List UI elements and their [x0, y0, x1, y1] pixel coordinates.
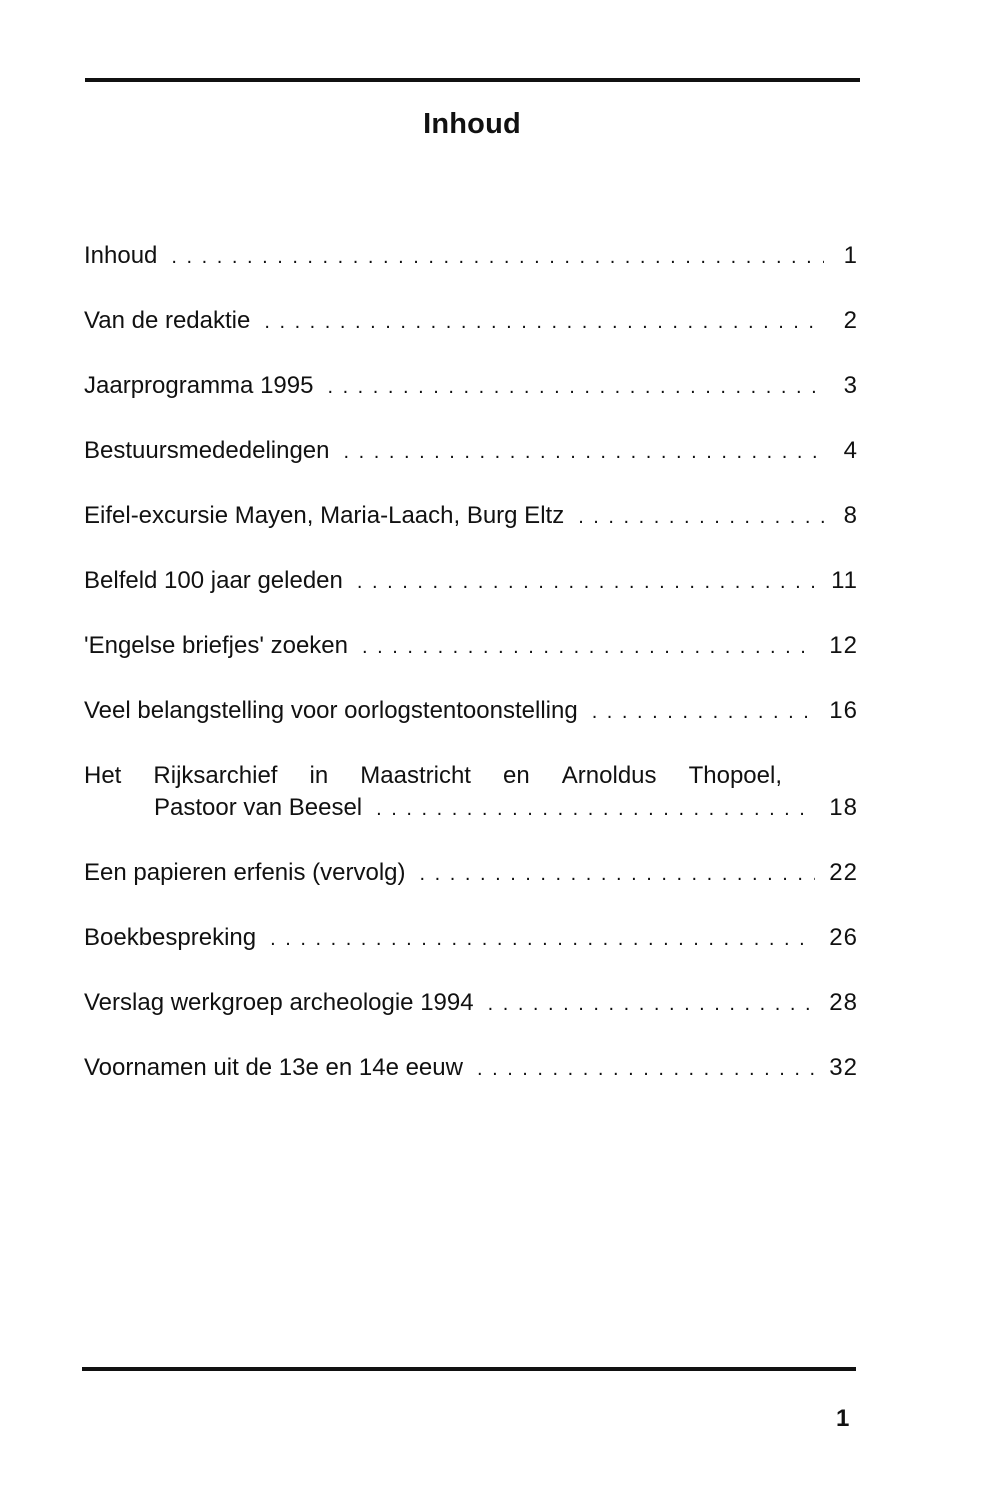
toc-entry-page: 18: [829, 794, 858, 821]
toc-entry-title: Boekbespreking: [84, 924, 257, 951]
dot-leader: [357, 566, 817, 598]
toc-entry[interactable]: [84, 987, 858, 1020]
toc-entry[interactable]: [84, 695, 858, 728]
bottom-rule: [82, 1367, 856, 1371]
toc-entry-title: Belfeld 100 jaar geleden: [84, 567, 343, 594]
toc-entry-page: 11: [831, 567, 858, 594]
toc-entry[interactable]: [84, 370, 858, 403]
top-rule: [85, 78, 860, 82]
title-word: Het: [84, 762, 122, 789]
dot-leader: [270, 923, 815, 955]
dot-leader: [171, 241, 824, 273]
toc-entry-title: Bestuursmededelingen: [84, 437, 330, 464]
dot-leader: [327, 371, 824, 403]
toc-entry-page: 32: [829, 1054, 858, 1081]
toc-entry-title: Inhoud: [84, 242, 158, 269]
toc-entry-page: 28: [829, 989, 858, 1016]
toc-entry-title: Van de redaktie: [84, 307, 251, 334]
toc-entry-page: 1: [843, 242, 858, 269]
dot-leader: [420, 858, 816, 890]
title-word: in: [309, 762, 329, 789]
dot-leader: [376, 793, 815, 825]
toc-entry[interactable]: [84, 630, 858, 663]
toc-entry-title: Eifel-excursie Mayen, Maria-Laach, Burg Eltz: [84, 502, 565, 529]
toc-entry-title: Jaarprogramma 1995: [84, 372, 314, 399]
title-word: en: [503, 762, 530, 789]
toc-entry-title: 'Engelse briefjes' zoeken: [84, 632, 348, 659]
toc-entry[interactable]: [84, 857, 858, 890]
toc-entry[interactable]: [84, 305, 858, 338]
page-number: 1: [836, 1405, 850, 1432]
dot-leader: [592, 696, 816, 728]
toc-entry[interactable]: [84, 1052, 858, 1085]
title-word: Arnoldus: [561, 762, 657, 789]
title-word: Thopoel,: [688, 762, 782, 789]
dot-leader: [488, 988, 816, 1020]
title-word: Rijksarchief: [153, 762, 278, 789]
toc-entry-page: 3: [843, 372, 858, 399]
toc-entry-page: 26: [829, 924, 858, 951]
toc-entry-title-line1: [84, 760, 858, 792]
toc-entry-page: 16: [829, 697, 858, 724]
table-of-contents: [84, 240, 858, 1117]
title-word: Maastricht: [360, 762, 471, 789]
toc-entry-page: 22: [829, 859, 858, 886]
toc-entry-page: 8: [843, 502, 858, 529]
toc-entry-title: Verslag werkgroep archeologie 1994: [84, 989, 474, 1016]
toc-entry-title: Veel belangstelling voor oorlogstentoonstelling: [84, 697, 578, 724]
toc-entry-page: 2: [843, 307, 858, 334]
dot-leader: [578, 501, 824, 533]
toc-entry[interactable]: [84, 760, 858, 825]
toc-entry-title: Voornamen uit de 13e en 14e eeuw: [84, 1054, 463, 1081]
toc-entry-page: 12: [829, 632, 858, 659]
dot-leader: [344, 436, 825, 468]
toc-entry-title: Een papieren erfenis (vervolg): [84, 859, 406, 886]
toc-entry[interactable]: [84, 922, 858, 955]
toc-entry[interactable]: [84, 500, 858, 533]
toc-entry-page: 4: [843, 437, 858, 464]
toc-entry[interactable]: [84, 435, 858, 468]
dot-leader: [477, 1053, 815, 1085]
toc-entry[interactable]: [84, 565, 858, 598]
dot-leader: [264, 306, 824, 338]
toc-entry[interactable]: [84, 240, 858, 273]
page-title: Inhoud: [423, 108, 521, 140]
dot-leader: [362, 631, 815, 663]
toc-entry-title-line2: Pastoor van Beesel: [154, 794, 363, 821]
